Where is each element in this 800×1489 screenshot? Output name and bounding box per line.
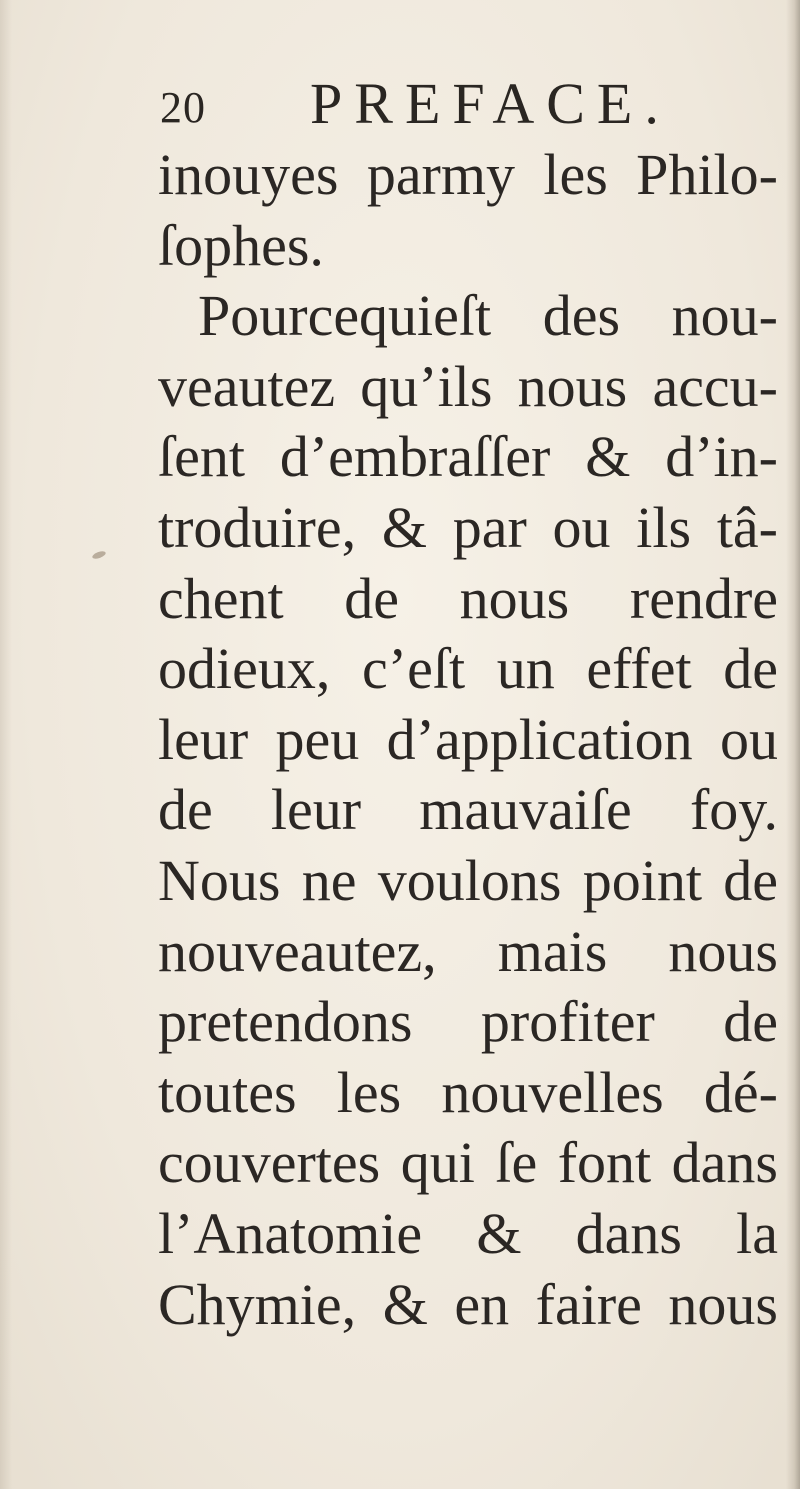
text-line: troduire, & par ou ils tâ- xyxy=(158,494,778,560)
page-number: 20 xyxy=(160,83,206,132)
page-header xyxy=(160,70,760,140)
text-line: ſophes. xyxy=(158,212,324,278)
running-title: PREFACE. xyxy=(310,71,671,136)
ink-blot xyxy=(91,550,106,560)
text-line: toutes les nouvelles dé- xyxy=(158,1059,778,1125)
text-line: leur peu d’application ou xyxy=(158,706,778,772)
page-left-edge-shadow xyxy=(0,0,12,1489)
text-line: veautez qu’ils nous accu- xyxy=(158,353,778,419)
text-line: inouyes parmy les Philo- xyxy=(158,142,778,207)
text-line: Nous ne voulons point de xyxy=(158,847,778,913)
text-line: odieux, c’eſt un effet de xyxy=(158,636,778,702)
text-line: chent de nous rendre xyxy=(158,565,778,631)
body-text xyxy=(158,140,788,1340)
text-line: Pourcequieſt des nou- xyxy=(198,283,778,349)
text-line: Chymie, & en faire nous xyxy=(158,1271,778,1337)
text-line: pretendons profiter de xyxy=(158,989,778,1055)
text-line: couvertes qui ſe font dans xyxy=(158,1130,778,1196)
text-line: de leur mauvaiſe foy. xyxy=(158,777,778,843)
text-line: l’Anatomie & dans la xyxy=(158,1200,778,1266)
text-line: nouveautez, mais nous xyxy=(158,918,778,984)
page-right-edge-shadow xyxy=(786,0,800,1489)
text-line: ſent d’embraſſer & d’in- xyxy=(158,424,778,490)
